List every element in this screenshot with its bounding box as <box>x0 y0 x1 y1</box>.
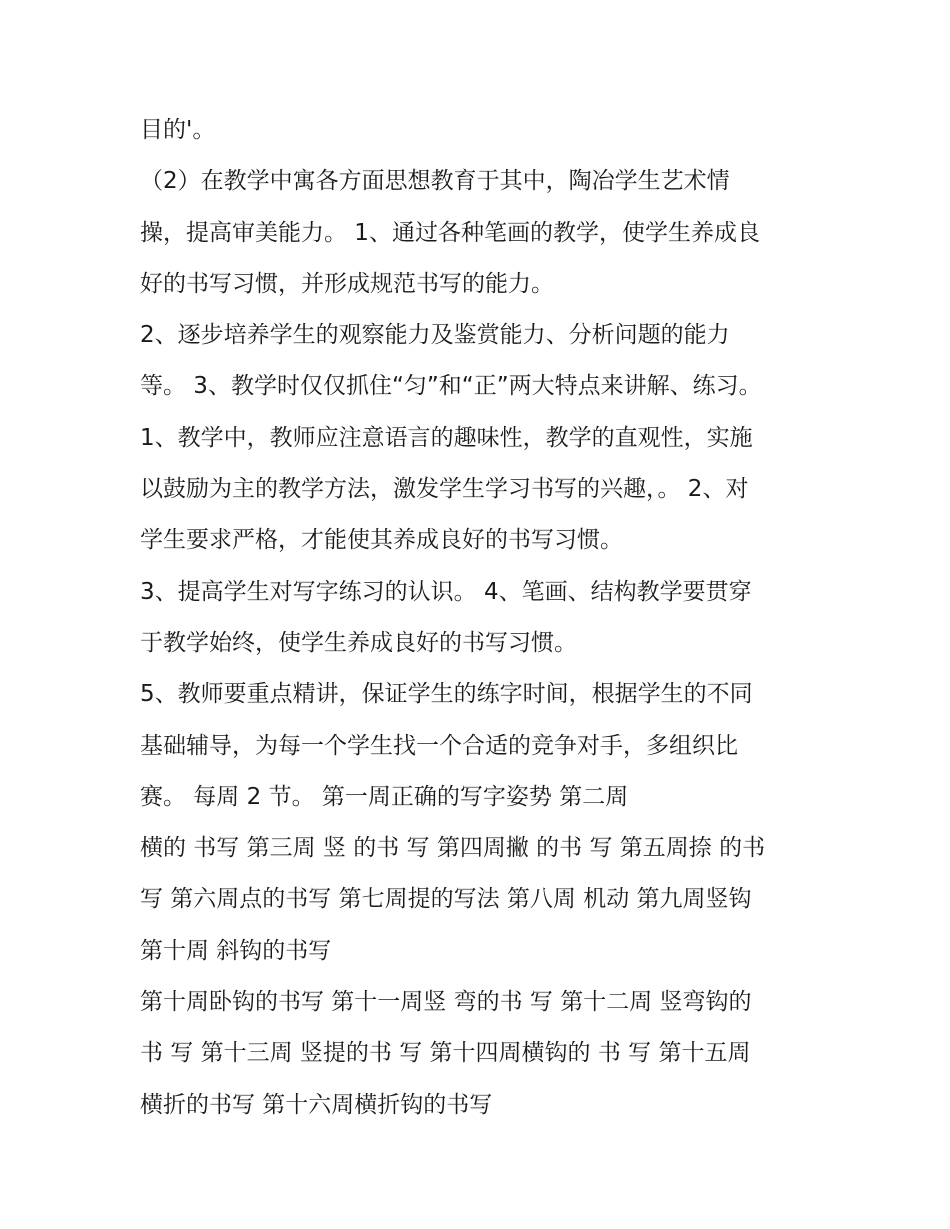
text-line: 第十周 斜钩的书写 <box>140 937 332 964</box>
text-line: 横的 书写 第三周 竖 的书 写 第四周撇 的书 写 第五周捺 的书 <box>140 835 766 862</box>
text-line: 第十周卧钩的书写 第十一周竖 弯的书 写 第十二周 竖弯钩的 <box>140 989 752 1016</box>
text-line: 3、提高学生对写字练习的认识。 4、笔画、结构教学要贯穿 <box>140 578 752 605</box>
text-line: 5、教师要重点精讲，保证学生的练字时间，根据学生的不同 <box>140 681 753 708</box>
text-line: 横折的书写 第十六周横折钩的书写 <box>140 1091 493 1118</box>
text-line: 好的书写习惯，并形成规范书写的能力。 <box>140 270 554 297</box>
text-line: 写 第六周点的书写 第七周提的写法 第八周 机动 第九周竖钩 <box>140 886 752 913</box>
text-line: 操，提高审美能力。 1、通过各种笔画的教学，使学生养成良 <box>140 219 760 246</box>
text-line: 以鼓励为主的教学方法，激发学生学习书写的兴趣，。 2、对 <box>140 476 749 503</box>
text-line: 2、逐步培养学生的观察能力及鉴赏能力、分析问题的能力 <box>140 322 730 349</box>
text-line: 赛。 每周 2 节。 第一周正确的写字姿势 第二周 <box>140 783 629 810</box>
text-line: 于教学始终，使学生养成良好的书写习惯。 <box>140 629 577 656</box>
body-text <box>140 105 820 1131</box>
text-line: 学生要求严格，才能使其养成良好的书写习惯。 <box>140 527 623 554</box>
text-line: 等。 3、教学时仅仅抓住“匀”和“正”两大特点来讲解、练习。 <box>140 373 762 400</box>
text-line: 目的'。 <box>140 117 216 143</box>
text-line: 书 写 第十三周 竖提的书 写 第十四周横钩的 书 写 第十五周 <box>140 1040 751 1067</box>
text-line: （2）在教学中寓各方面思想教育于其中，陶冶学生艺术情 <box>140 168 730 195</box>
text-line: 基础辅导，为每一个学生找一个合适的竞争对手，多组织比 <box>140 732 738 759</box>
text-line: 1、教学中，教师应注意语言的趣味性，教学的直观性，实施 <box>140 424 753 451</box>
